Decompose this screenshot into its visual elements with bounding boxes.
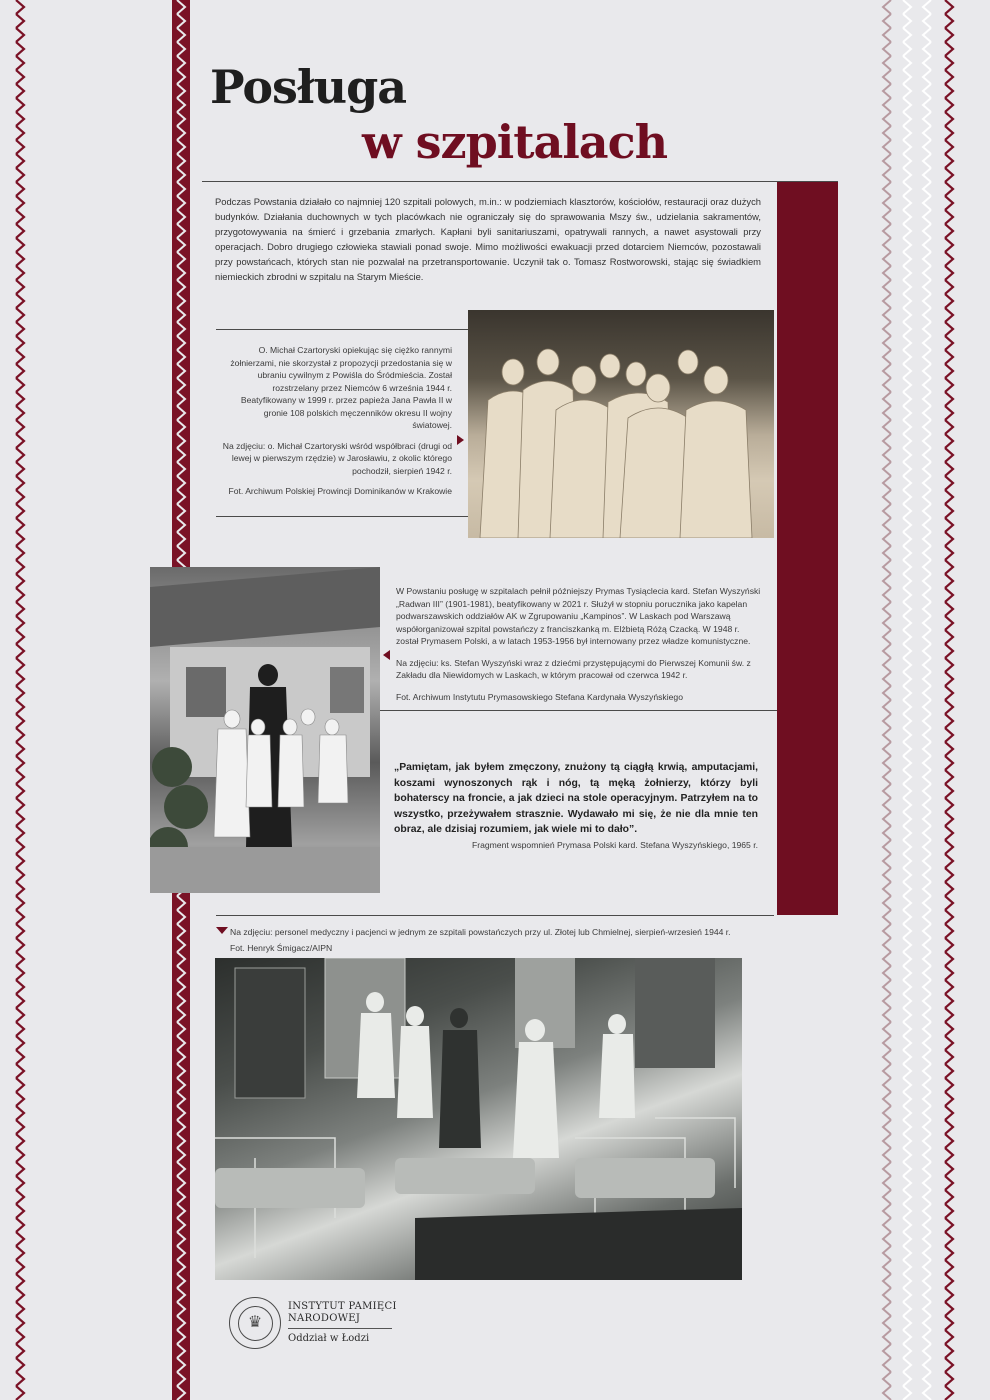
- photo-dominicans-figures: [468, 310, 774, 538]
- left-zigzag-border: [14, 0, 26, 1400]
- page-title-line-2: w szpitalach: [362, 115, 668, 169]
- divider-section-1-bottom: [216, 516, 468, 517]
- divider-title: [202, 181, 838, 182]
- right-accent-band: [777, 181, 838, 915]
- section-1-caption: [222, 344, 452, 506]
- triangle-right-icon: [457, 435, 464, 445]
- photo-wyszynski-children: [150, 567, 380, 893]
- divider-section-3: [216, 915, 774, 916]
- photo-dominicans-group: [468, 310, 774, 538]
- section-1-credit: Fot. Archiwum Polskiej Prowincji Dominikanów w Krakowie: [228, 486, 452, 496]
- eagle-emblem-icon: ♛: [247, 1312, 263, 1331]
- org-name-line-1: INSTYTUT PAMIĘCI: [288, 1301, 397, 1312]
- section-1-text: O. Michał Czartoryski opiekując się ciężko rannymi żołnierzami, nie skorzystał z propozycji przedostania się w ubraniu cywilnym z Powiśla do Śródmieścia. Został rozstrzelany przez Niemców 6 września 1944 r. Beatyfikowany w 1999 r. przez papieża Jana Pawła II w gronie 108 polskich męczenników okresu II wojny światowej.: [230, 345, 452, 430]
- intro-paragraph: Podczas Powstania działało co najmniej 120 szpitali polowych, m.in.: w podziemiach klasztorów, kościołów, restauracji oraz dużych budynków. Działania duchownych w tych placówkach nie ograniczały się do sprawowania Mszy św., udzielania sakramentów, przygotowywania na śmierć i grzebania zmarłych. Kapłani byli sanitariuszami, opatrywali rannych, a nawet asystowali przy operacjach. Dobro drugiego człowieka stawiali ponad swoje. Mimo możliwości ewakuacji przed dotarciem Niemców, pozostawali przy powstańcach, których stan nie pozwalał na przetransportowanie. Uczynił tak o. Tomasz Rostworowski, stając się świadkiem niemieckich zbrodni w szpitalu na Starym Mieście.: [215, 196, 761, 282]
- divider-section-1-top: [216, 329, 468, 330]
- divider-section-2: [380, 710, 777, 711]
- org-divider: [288, 1328, 392, 1329]
- triangle-left-icon: [383, 650, 390, 660]
- right-zigzag-border-a: [880, 0, 894, 1400]
- photo-wyszynski-figures: [150, 567, 380, 893]
- section-2-caption: [396, 585, 762, 712]
- section-3-caption: [230, 924, 770, 956]
- section-1-photo-caption: Na zdjęciu: o. Michał Czartoryski wśród współbraci (drugi od lewej w pierwszym rzędzie) w Jarosławiu, z okolic którego pochodził, sierpień 1942 r.: [222, 440, 452, 476]
- right-zigzag-border-b: [900, 0, 914, 1400]
- triangle-down-icon: [216, 927, 228, 934]
- right-zigzag-border-d: [942, 0, 956, 1400]
- section-3-credit: Fot. Henryk Śmigacz/AIPN: [230, 943, 333, 953]
- section-2-photo-caption: Na zdjęciu: ks. Stefan Wyszyński wraz z dziećmi przystępującymi do Pierwszej Komunii św. z Zakładu dla Niewidomych w Laskach, w którym pracował od czerwca 1942 r.: [396, 657, 751, 680]
- org-name-line-2: NARODOWEJ: [288, 1313, 361, 1324]
- right-zigzag-border-c: [920, 0, 934, 1400]
- section-2-text: W Powstaniu posługę w szpitalach pełnił późniejszy Prymas Tysiąclecia kard. Stefan Wyszyński „Radwan III” (1901-1981), beatyfikowany w 2021 r. Służył w stopniu porucznika jako kapelan podwarszawskich oddziałów AK w Zgrupowaniu „Kampinos”. W Laskach pod Warszawą współorganizował szpital powstańczy z franciszkanką m. Elżbietą Różą Czacką. W 1948 r. został Prymasem Polski, a w latach 1953-1956 był internowany przez władze komunistyczne.: [396, 586, 761, 646]
- photo-hospital-ward: [215, 958, 742, 1280]
- section-2-credit: Fot. Archiwum Instytutu Prymasowskiego Stefana Kardynała Wyszyńskiego: [396, 691, 683, 702]
- photo-hospital-figures: [215, 958, 742, 1280]
- page-title-line-1: Posługa: [210, 60, 407, 114]
- quote-source: Fragment wspomnień Prymasa Polski kard. Stefana Wyszyńskiego, 1965 r.: [471, 840, 758, 850]
- quote-text: „Pamiętam, jak byłem zmęczony, znużony tą ciągłą krwią, amputacjami, koszami wynoszonych rąk i nóg, tą męką żołnierzy, którzy byli bohaterscy na froncie, a jak dzieci na stole operacyjnym. Patrzyłem na to wszystko, przeżywałem strasznie. Wydawało mi się, że nie dla mnie ten obraz, ale dzisiaj rozumiem, jak wiele mi to dało”.: [394, 762, 758, 835]
- section-3-photo-caption: Na zdjęciu: personel medyczny i pacjenci w jednym ze szpitali powstańczych przy ul. Złotej lub Chmielnej, sierpień-wrzesień 1944 r.: [230, 927, 731, 937]
- org-branch: Oddział w Łodzi: [288, 1333, 370, 1344]
